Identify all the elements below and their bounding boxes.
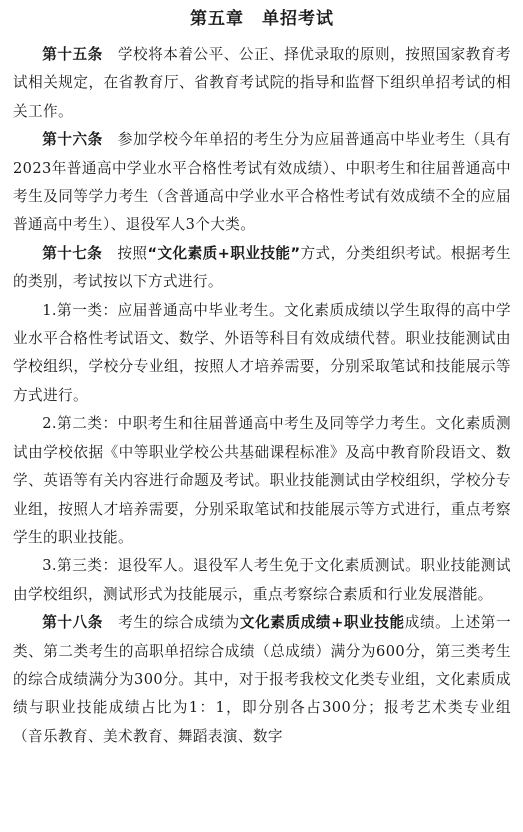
article-17 <box>13 240 511 297</box>
item-1: 1.第一类：应届普通高中毕业考生。文化素质成绩以学生取得的高中学业水平合格性考试语文、数学、外语等科目有效成绩代替。职业技能测试由学校组织，学校分专业组，按照人才培养需要，分别采取笔试和技能展示等方式进行。 <box>13 301 511 404</box>
article-15-text: 学校将本着公平、公正、择优录取的原则，按照国家教育考试相关规定，在省教育厅、省教育考试院的指导和监督下组织单招考试的相关工作。 <box>13 46 512 120</box>
article-17-label: 第十七条 <box>42 244 103 262</box>
article-16-label: 第十六条 <box>42 131 103 149</box>
article-17-bold: “文化素质+职业技能” <box>147 244 301 262</box>
article-18-bold: 文化素质成绩+职业技能 <box>239 614 405 632</box>
item-2: 2.第二类：中职考生和往届普通高中考生及同等学力考生。文化素质测试由学校依据《中等职业学校公共基础课程标准》及高中教育阶段语文、数学、英语等有关内容进行命题及考试。职业技能测试由学校组织，学校分专业组，按照人才培养需要，分别采取笔试和技能展示等方式进行，重点考察学生的职业技能。 <box>13 415 511 546</box>
article-18-text-before: 考生的综合成绩为 <box>118 614 240 632</box>
article-16-text: 参加学校今年单招的考生分为应届普通高中毕业考生（具有2023年普通高中学业水平合格性考试有效成绩）、中职考生和往届普通高中考生及同等学力考生（含普通高中学业水平合格性考试有效成绩不全的应届普通高中考生）、退役军人3个大类。 <box>13 131 512 234</box>
article-16 <box>13 126 511 240</box>
article-15 <box>13 41 511 126</box>
article-18-label: 第十八条 <box>42 614 104 632</box>
article-18-text-after: 成绩。上述第一类、第二类考生的高职单招综合成绩（总成绩）满分为600分，第三类考生的综合成绩满分为300分。其中，对于报考我校文化类专业组，文化素质成绩与职业技能成绩占比为1：1，即分别各占300分；报考艺术类专业组（音乐教育、美术教育、舞蹈表演、数字 <box>13 614 511 745</box>
article-17-text-before: 按照 <box>117 244 148 262</box>
article-17-text-after: 方式，分类组织考试。根据考生的类别，考试按以下方式进行。 <box>13 244 511 291</box>
chapter-title: 第五章 单招考试 <box>190 9 334 29</box>
article-18 <box>13 609 511 751</box>
article-15-label: 第十五条 <box>42 46 103 63</box>
item-3: 3.第三类：退役军人。退役军人考生免于文化素质测试。职业技能测试由学校组织，测试形式为技能展示，重点考察综合素质和行业发展潜能。 <box>13 557 511 603</box>
